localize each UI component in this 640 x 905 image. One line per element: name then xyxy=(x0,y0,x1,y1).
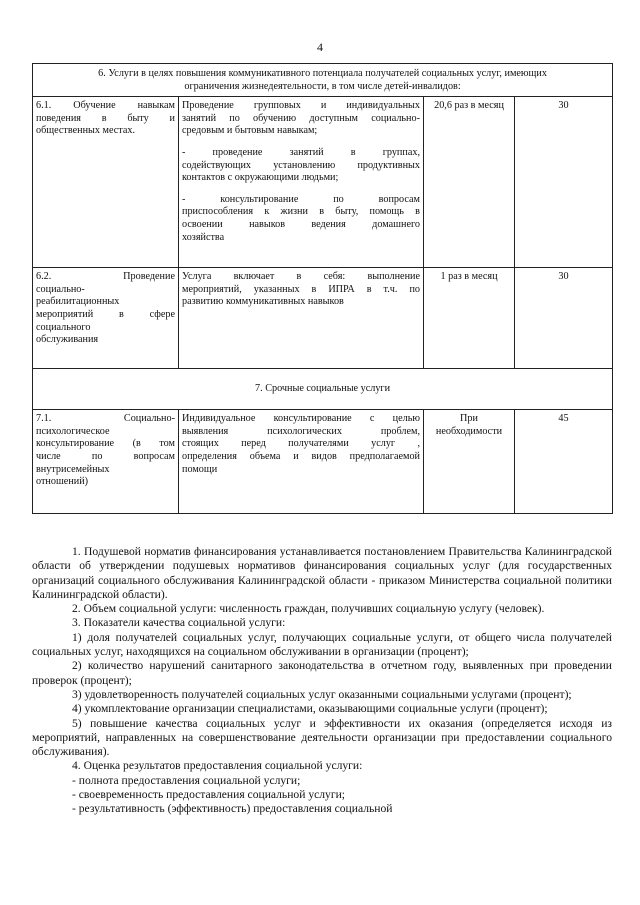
table-row-6-1 xyxy=(33,97,613,268)
value-6-2: 30 xyxy=(515,268,613,369)
note-4-1: - полнота предоставления социальной услуги; xyxy=(72,773,301,787)
section-7-title: 7. Срочные социальные услуги xyxy=(33,369,613,410)
note-3-4: 4) укомплектование организации специалистами, оказывающими социальные услуги (процент); xyxy=(72,702,548,716)
table-row-6-2 xyxy=(33,268,613,369)
service-name-6-1: 6.1. Обучение навыкам поведения в быту и общественных местах. xyxy=(33,97,179,268)
service-description-6-2: Услуга включает в себя: выполнение мероприятий, указанных в ИПРА в т.ч. по развитию коммуникативных навыков xyxy=(179,268,424,369)
note-3: 3. Показатели качества социальной услуги: xyxy=(72,616,286,630)
notes-section xyxy=(32,545,612,817)
value-6-1: 30 xyxy=(515,97,613,268)
service-name-6-2: 6.2. Проведение социально- реабилитационных мероприятий в сфере социального обслуживания xyxy=(33,268,179,369)
note-2: 2. Объем социальной услуги: численность граждан, получивших социальную услугу (человек). xyxy=(72,602,545,616)
section-6-header-row xyxy=(33,64,613,97)
service-description-6-1: Проведение групповых и индивидуальных занятий по обучению доступным социально- средовым и бытовым навыкам; - проведение занятий в группах, содействующих установлению продуктивных контактов с окружающими людьми; - консультирование по вопросам приспособления к жизни в быту, помощь в освоении навыков ведения домашнего хозяйства xyxy=(179,97,424,268)
section-7-header-row xyxy=(33,369,613,410)
page-number: 4 xyxy=(317,40,323,54)
frequency-7-1: При необходимости xyxy=(424,410,515,514)
note-4-3: - результативность (эффективность) предоставления социальной xyxy=(72,802,393,816)
table-row-7-1 xyxy=(33,410,613,514)
section-6-title: 6. Услуги в целях повышения коммуникативного потенциала получателей социальных услуг, имеющих ограничения жизнедеятельности, в том числе детей-инвалидов: xyxy=(33,64,613,97)
note-3-5: 5) повышение качества социальных услуг и эффективности их оказания (определяется исходя из мероприятий, направленных на совершенствование деятельности организации при предоставлении социального обслуживания). xyxy=(32,716,612,759)
services-table xyxy=(32,63,613,514)
frequency-6-2: 1 раз в месяц xyxy=(424,268,515,369)
note-3-3: 3) удовлетворенность получателей социальных услуг оказанными социальными услугами (процент); xyxy=(72,687,572,701)
note-4-2: - своевременность предоставления социальной услуги; xyxy=(72,788,346,802)
frequency-6-1: 20,6 раз в месяц xyxy=(424,97,515,268)
note-1: 1. Подушевой норматив финансирования устанавливается постановлением Правительства Калининградской области об утверждении подушевых нормативов финансирования социальных услуг (для государственных организаций социального обслуживания Калининградской области - приказом Министерства социальной политики Калининградской области). xyxy=(32,545,612,601)
note-3-2: 2) количество нарушений санитарного законодательства в отчетном году, выявленных при проведении проверок (процент); xyxy=(32,659,612,687)
service-description-7-1: Индивидуальное консультирование с целью выявления психологических проблем, стоящих перед получателями услуг , определения объема и видов предполагаемой помощи xyxy=(179,410,424,514)
note-3-1: 1) доля получателей социальных услуг, получающих социальные услуги, от общего числа получателей социальных услуг, находящихся на социальном обслуживании в организации (процент); xyxy=(32,630,612,659)
note-4: 4. Оценка результатов предоставления социальной услуги: xyxy=(72,759,363,773)
value-7-1: 45 xyxy=(515,410,613,514)
service-name-7-1: 7.1. Социально- психологическое консультирование (в том числе по вопросам внутрисемейных отношений) xyxy=(33,410,179,514)
